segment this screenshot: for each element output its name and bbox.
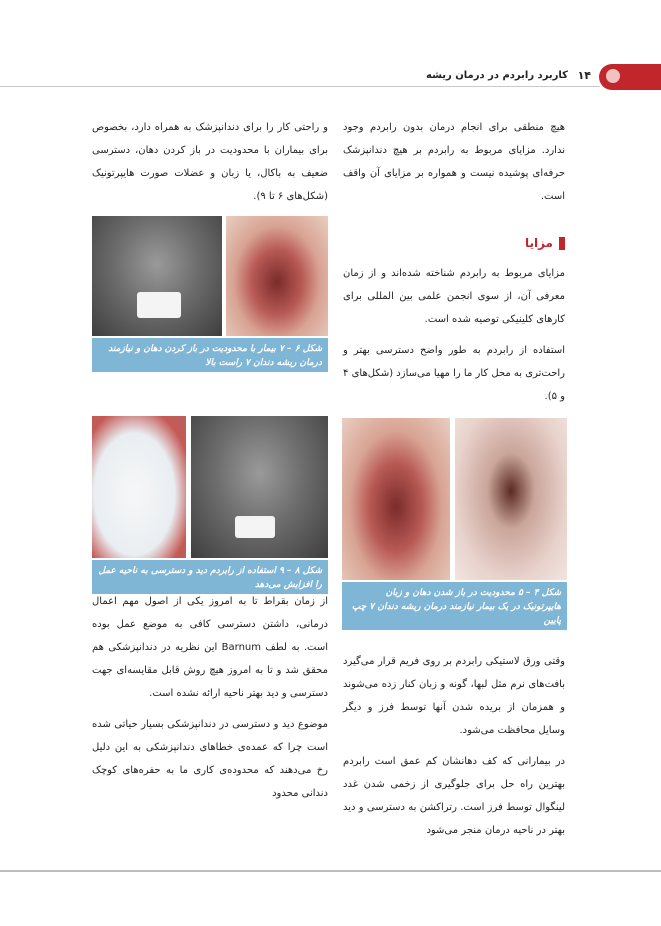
xray-crown (137, 292, 181, 318)
right-column-intro (343, 116, 565, 216)
header-rule (0, 86, 600, 87)
retraction-paragraph-2: در بیمارانی که کف دهانشان کم عمق است رابردم بهترین راه حل برای جلوگیری از زخمی شدن غدد لینگوال توسط فرز است. رتراکشن به دسترسی و دید بهتر در ناحیه درمان منجر می‌شود (343, 756, 565, 836)
footer-rule (0, 870, 661, 872)
figure-4-photo (342, 418, 450, 580)
figure-8-photo (92, 416, 186, 558)
left-column-top (92, 116, 328, 216)
intro-paragraph: هیچ منطقی برای انجام درمان بدون رابردم وجود ندارد. مزایای مربوط به رابردم بر هیچ دندانپزشک حرفه‌ای پوشیده نیست و همواره بر مزایای آن واقف است. (343, 122, 565, 202)
left-column-bottom (92, 590, 328, 813)
retraction-paragraph-1: وقتی ورق لاستیکی رابردم بر روی فریم قرار می‌گیرد بافت‌های نرم مثل لبها، گونه و زبان کنار زده می‌شوند و همزمان از بریده شدن آنها توسط فرز و دیگر وسایل محافظت می‌شود. (343, 656, 565, 736)
figure-6-7-caption: شکل ۶ – ۷ بیمار با محدودیت در باز کردن دهان و نیازمند درمان ریشه دندان ۷ راست بالا (92, 338, 328, 372)
figure-8-9-caption: شکل ۸ – ۹ استفاده از رابردم دید و دسترسی به ناحیه عمل را افزایش می‌دهد (92, 560, 328, 594)
advantages-paragraph-1: مزایای مربوط به رابردم شناخته شده‌اند و از زمان معرفی آن، از سوی انجمن علمی بین المللی برای کارهای کلینیکی توصیه شده است. (343, 268, 565, 325)
left-paragraph-3: موضوع دید و دسترسی در دندانپزشکی بسیار حیاتی شده است چرا که عمده‌ی خطاهای دندانپزشکی به این دلیل رخ می‌دهند که محدوده‌ی کاری ما به حفره‌های کوچک دندانی محدود (92, 719, 328, 799)
header-title: کاربرد رابردم در درمان ریشه (426, 70, 568, 81)
figure-9-xray (191, 416, 328, 558)
section-heading (525, 236, 565, 250)
header-tab (599, 64, 661, 90)
figure-7-photo (226, 216, 328, 336)
left-paragraph-2: از زمان بقراط تا به امروز یکی از اصول مهم اعمال درمانی، داشتن دسترسی کافی به موضع عمل بوده است. به لطف Barnum این نظریه در دندانپزشکی هم محقق شد و تا به امروز هیچ روش قابل مقایسه‌ای جهت دسترسی و دید بهتر ناحیه ارائه نشده است. (92, 596, 329, 699)
advantages-paragraph-2: استفاده از رابردم به طور واضح دسترسی بهتر و راحت‌تری به محل کار ما را مهیا می‌سازد (شکل‌های ۴ و ۵). (343, 345, 565, 402)
section-title: مزایا (524, 236, 553, 250)
right-column-retraction (343, 650, 565, 850)
left-paragraph-1: و راحتی کار را برای دندانپزشک به همراه دارد، بخصوص برای بیماران با محدودیت در باز کردن دهان، دسترسی ضعیف به باکال، یا زبان و عضلات صورت هایپرتونیک (شکل‌های ۶ تا ۹). (92, 122, 328, 202)
xray-crown-2 (235, 516, 275, 538)
page-header (0, 64, 661, 90)
figure-6-xray (92, 216, 222, 336)
page-number: ۱۴ (577, 69, 591, 82)
section-marker (559, 237, 565, 250)
figure-5-photo (455, 418, 567, 580)
right-column-advantages (343, 262, 565, 416)
figure-4-5-caption: شکل ۴ – ۵ محدودیت در باز شدن دهان و زبان هایپرتونیک در یک بیمار نیازمند درمان ریشه دندان ۷ چپ پایین (342, 582, 567, 630)
